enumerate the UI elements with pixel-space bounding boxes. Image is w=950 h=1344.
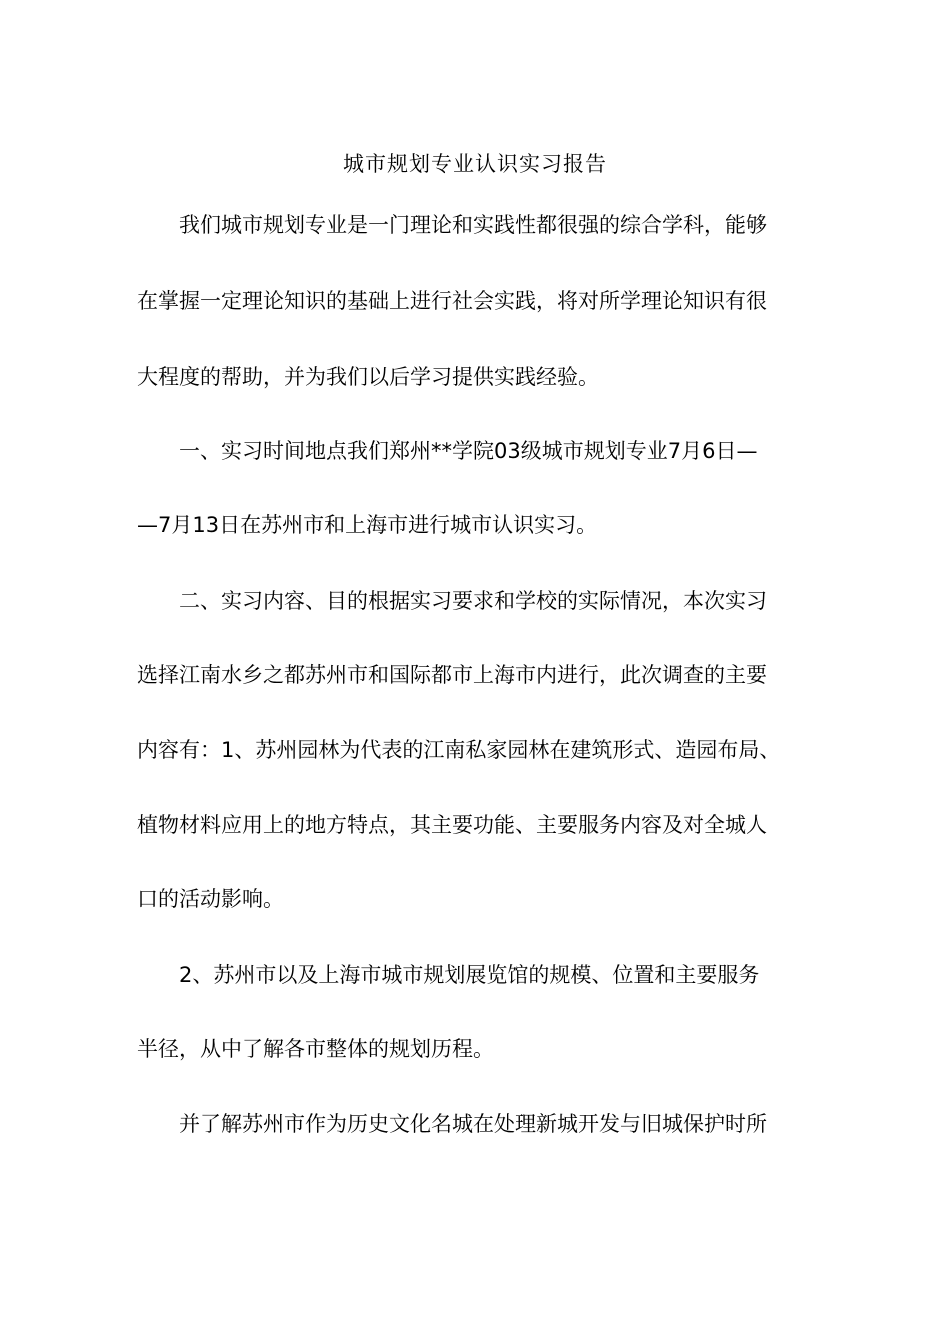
body-line: 2、苏州市以及上海市城市规划展览馆的规模、位置和主要服务 [137,963,760,987]
body-line: —7月13日在苏州市和上海市进行城市认识实习。 [137,513,598,537]
body-line: 植物材料应用上的地方特点，其主要功能、主要服务内容及对全城人 [137,813,767,837]
document-title: 城市规划专业认识实习报告 [343,152,607,176]
body-line: 我们城市规划专业是一门理论和实践性都很强的综合学科，能够 [137,213,767,237]
body-line: 选择江南水乡之都苏州市和国际都市上海市内进行，此次调查的主要 [137,663,767,687]
body-line: 半径，从中了解各市整体的规划历程。 [137,1037,494,1061]
body-line: 并了解苏州市作为历史文化名城在处理新城开发与旧城保护时所 [137,1112,767,1136]
body-line: 大程度的帮助，并为我们以后学习提供实践经验。 [137,365,599,389]
body-line: 在掌握一定理论知识的基础上进行社会实践，将对所学理论知识有很 [137,289,767,313]
body-line: 口的活动影响。 [137,887,284,911]
body-line: 内容有：1、苏州园林为代表的江南私家园林在建筑形式、造园布局、 [137,738,781,762]
body-line: 二、实习内容、目的根据实习要求和学校的实际情况，本次实习 [137,589,767,613]
body-line: 一、实习时间地点我们郑州**学院03级城市规划专业7月6日— [137,439,758,463]
